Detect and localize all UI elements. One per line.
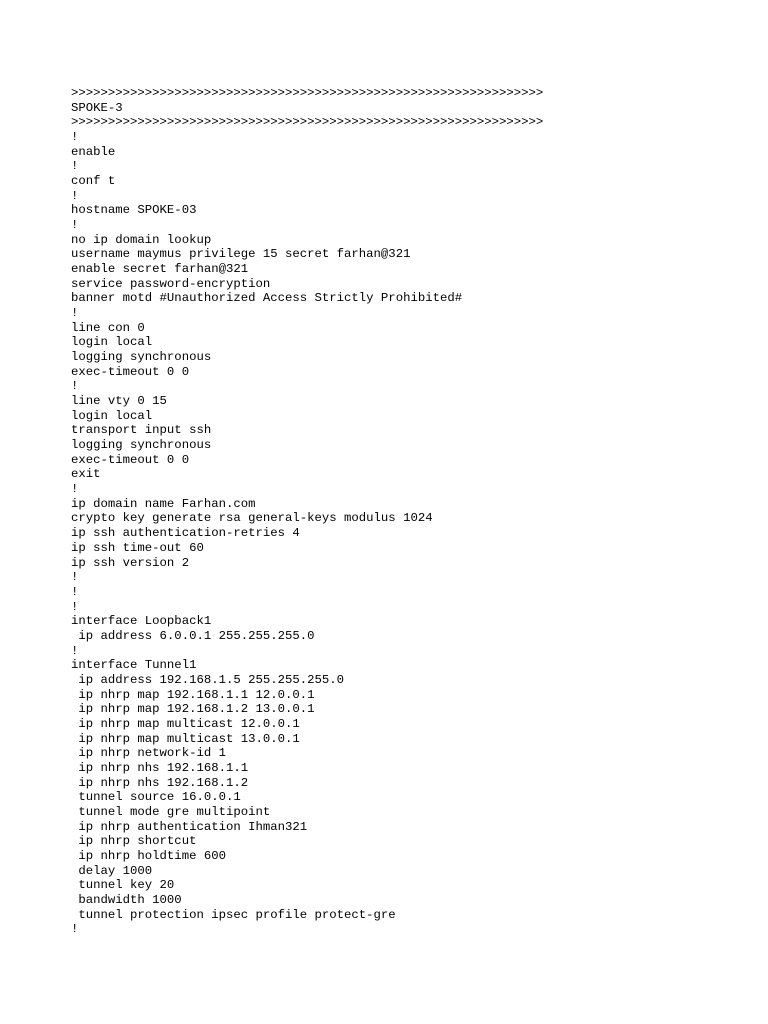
config-line: >>>>>>>>>>>>>>>>>>>>>>>>>>>>>>>>>>>>>>>>>>>>>>>>>>>>>>>>>>>>>>>>	[71, 86, 544, 100]
config-line: >>>>>>>>>>>>>>>>>>>>>>>>>>>>>>>>>>>>>>>>>>>>>>>>>>>>>>>>>>>>>>>>	[71, 115, 544, 130]
config-line: line vty 0 15	[71, 394, 167, 409]
config-line: ip nhrp map multicast 13.0.0.1	[71, 731, 300, 746]
config-line: tunnel key 20	[71, 878, 175, 893]
config-line: ip nhrp holdtime 600	[71, 848, 226, 863]
config-line: interface Loopback1	[71, 614, 212, 629]
config-line: ip address 6.0.0.1 255.255.255.0	[71, 628, 315, 643]
config-line: SPOKE-3	[71, 100, 123, 115]
config-line: login local	[71, 335, 153, 350]
config-line: !	[71, 130, 79, 145]
config-line: !	[71, 218, 79, 233]
config-line: !	[71, 570, 79, 585]
config-line: service password-encryption	[71, 276, 271, 291]
config-line: ip ssh version 2	[71, 555, 190, 570]
config-line: enable	[71, 144, 116, 159]
config-line: !	[71, 306, 79, 321]
config-line: exec-timeout 0 0	[71, 452, 190, 467]
config-line: !	[71, 599, 79, 614]
config-listing	[71, 86, 751, 937]
config-line: tunnel source 16.0.0.1	[71, 790, 241, 805]
config-line: enable secret farhan@321	[71, 262, 249, 277]
config-line: !	[71, 159, 79, 174]
config-line: !	[71, 643, 79, 658]
config-line: interface Tunnel1	[71, 658, 197, 673]
config-line: !	[71, 188, 79, 203]
config-line: tunnel protection ipsec profile protect-gre	[71, 907, 396, 922]
config-line: line con 0	[71, 320, 145, 335]
config-line: username maymus privilege 15 secret farhan@321	[71, 247, 411, 262]
config-line: !	[71, 379, 79, 394]
config-line: ip ssh authentication-retries 4	[71, 526, 300, 541]
config-line: ip nhrp network-id 1	[71, 746, 226, 761]
config-line: ip address 192.168.1.5 255.255.255.0	[71, 672, 345, 687]
config-line: logging synchronous	[71, 438, 212, 453]
config-line: ip nhrp map 192.168.1.2 13.0.0.1	[71, 702, 315, 717]
config-line: ip nhrp map 192.168.1.1 12.0.0.1	[71, 687, 315, 702]
config-line: !	[71, 584, 79, 599]
config-line: crypto key generate rsa general-keys modulus 1024	[71, 511, 433, 526]
config-line: ip nhrp map multicast 12.0.0.1	[71, 716, 300, 731]
config-line: ip nhrp authentication Ihman321	[71, 819, 308, 834]
config-line: ip nhrp nhs 192.168.1.2	[71, 775, 249, 790]
config-line: ip ssh time-out 60	[71, 540, 204, 555]
config-line: banner motd #Unauthorized Access Strictly Prohibited#	[71, 291, 463, 306]
config-line: !	[71, 922, 79, 937]
config-line: delay 1000	[71, 863, 153, 878]
config-line: tunnel mode gre multipoint	[71, 804, 271, 819]
config-line: logging synchronous	[71, 350, 212, 365]
config-line: exec-timeout 0 0	[71, 364, 190, 379]
config-line: ip domain name Farhan.com	[71, 496, 256, 511]
config-line: login local	[71, 408, 153, 423]
config-line: transport input ssh	[71, 423, 212, 438]
config-line: no ip domain lookup	[71, 232, 212, 247]
config-line: hostname SPOKE-03	[71, 203, 197, 218]
config-line: !	[71, 482, 79, 497]
config-line: ip nhrp nhs 192.168.1.1	[71, 760, 249, 775]
config-line: exit	[71, 467, 101, 482]
config-line: bandwidth 1000	[71, 892, 182, 907]
config-line: ip nhrp shortcut	[71, 834, 197, 849]
config-line: conf t	[71, 174, 116, 189]
